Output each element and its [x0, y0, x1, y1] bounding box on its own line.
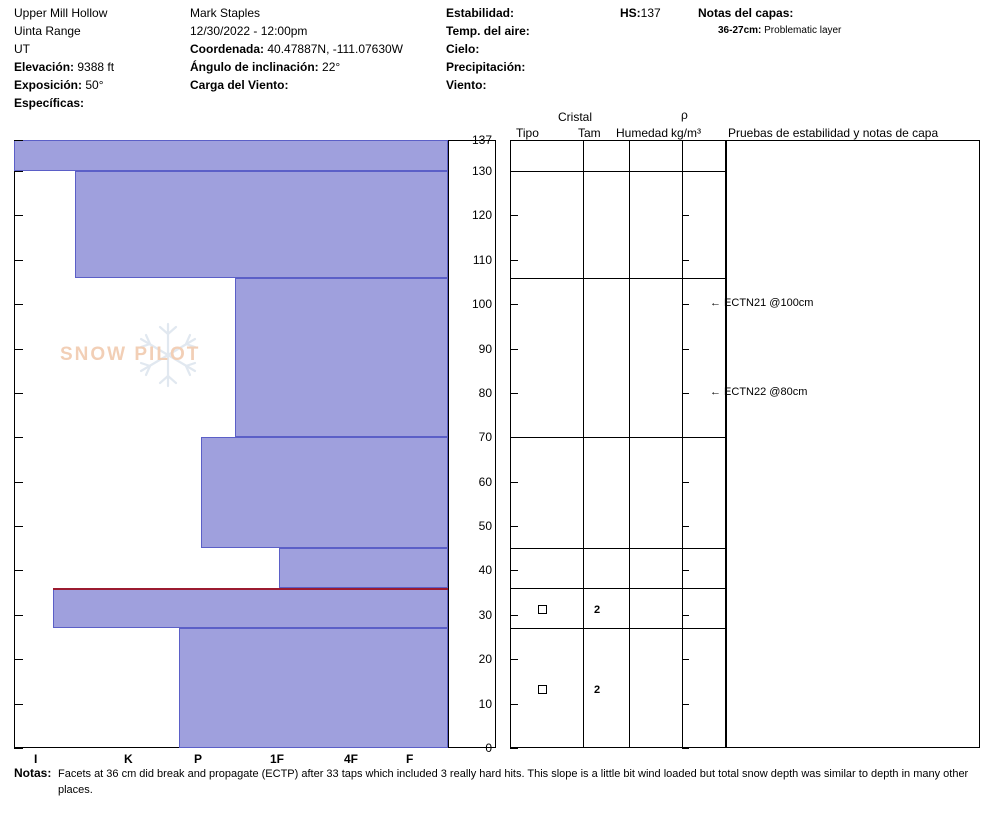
depth-tick-crystal — [510, 482, 518, 483]
depth-tick-label: 30 — [478, 607, 492, 622]
depth-tick-density — [682, 260, 689, 261]
depth-tick-density — [682, 140, 689, 141]
depth-tick-crystal — [510, 704, 518, 705]
depth-tick-label: 137 — [471, 133, 492, 147]
header-col-layer-notes — [698, 4, 988, 40]
layer-bar — [179, 628, 448, 748]
layer-bar — [279, 548, 448, 588]
depth-tick-label: 130 — [471, 164, 492, 179]
depth-tick-crystal — [510, 437, 518, 438]
depth-tick-crystal — [510, 304, 518, 305]
depth-tick-density — [682, 526, 689, 527]
density-symbol-header: ρ — [681, 108, 688, 122]
depth-tick-density — [682, 704, 689, 705]
weak-layer-line — [53, 588, 448, 590]
snowpilot-watermark — [50, 318, 230, 392]
location-name: Upper Mill Hollow — [14, 6, 108, 20]
layer-notes-label: Notas del capas: — [698, 6, 794, 20]
depth-tick-label: 110 — [472, 252, 492, 267]
depth-tick-label: 120 — [471, 208, 492, 223]
header-col-location — [14, 4, 184, 112]
depth-tick-label: 60 — [478, 474, 492, 489]
observer-name: Mark Staples — [190, 6, 261, 20]
hardness-scale-label: F — [406, 752, 414, 766]
depth-tick — [14, 304, 23, 305]
hs-label: HS: — [620, 6, 641, 20]
depth-tick — [14, 615, 23, 616]
depth-tick — [14, 526, 23, 527]
depth-tick-label: 40 — [478, 563, 492, 578]
aspect-value: 50° — [85, 78, 104, 92]
depth-tick-label: 80 — [478, 385, 492, 400]
crystal-size-value: 2 — [594, 604, 601, 617]
crystal-type-symbol — [538, 685, 547, 694]
density-units-header: kg/m³ — [671, 126, 701, 140]
mountain-range: Uinta Range — [14, 24, 81, 38]
wind-label: Viento: — [446, 78, 487, 92]
depth-tick-crystal — [510, 659, 518, 660]
depth-tick-label: 10 — [478, 696, 492, 711]
depth-tick-crystal — [510, 260, 518, 261]
depth-tick — [14, 260, 23, 261]
layer-boundary — [510, 588, 726, 589]
depth-tick-density — [682, 659, 689, 660]
coordinates-value: 40.47887N, -111.07630W — [267, 42, 404, 56]
hs-value: 137 — [640, 6, 661, 20]
hardness-scale-label: I — [34, 752, 38, 766]
depth-tick-density — [682, 215, 689, 216]
depth-tick — [14, 659, 23, 660]
layer-bar — [14, 140, 448, 171]
depth-tick — [14, 171, 23, 172]
stability-test-label: ← ECTN21 @100cm — [710, 297, 814, 310]
crystal-col-divider-2 — [629, 141, 630, 747]
depth-tick-crystal — [510, 393, 518, 394]
header-col-conditions — [446, 4, 626, 94]
layer-bar — [53, 588, 448, 628]
crystal-type-symbol — [538, 605, 547, 614]
notes-text: Facets at 36 cm did break and propagate (ECTP) after 33 taps which included 3 really hard hits. This slope is a little bit wind loaded but total snow depth was similar to depth in many other places. — [58, 768, 969, 796]
depth-tick-crystal — [510, 171, 518, 172]
density-column — [682, 140, 726, 748]
depth-tick — [14, 570, 23, 571]
depth-tick — [14, 704, 23, 705]
airtemp-label: Temp. del aire: — [446, 24, 530, 38]
depth-tick-density — [682, 482, 689, 483]
depth-tick — [14, 140, 23, 141]
header-col-observer — [190, 4, 440, 94]
watermark-text: SNOW PILOT — [60, 344, 201, 365]
crystal-group-header: Cristal — [558, 110, 593, 124]
depth-tick-density — [682, 437, 689, 438]
depth-tick-label: 20 — [478, 652, 492, 667]
layer-bar — [235, 278, 448, 438]
depth-tick-density — [682, 304, 689, 305]
depth-tick-density — [682, 393, 689, 394]
moisture-header: Humedad — [616, 126, 669, 140]
notes-label: Notas: — [14, 766, 52, 780]
layer-note-depth: 36-27cm: — [718, 25, 762, 36]
hardness-scale-label: 1F — [270, 752, 285, 766]
observation-datetime: 12/30/2022 - 12:00pm — [190, 24, 308, 38]
depth-tick-crystal — [510, 615, 518, 616]
type-header: Tipo — [516, 126, 539, 140]
coordinates-label: Coordenada: — [190, 42, 265, 56]
layer-bar — [201, 437, 448, 548]
aspect-label: Exposición: — [14, 78, 83, 92]
depth-tick-density — [682, 748, 689, 749]
depth-tick-crystal — [510, 215, 518, 216]
incline-value: 22° — [322, 60, 341, 74]
depth-tick-density — [682, 615, 689, 616]
stability-header: Pruebas de estabilidad y notas de capa — [728, 126, 939, 140]
specifics-label: Específicas: — [14, 96, 85, 110]
depth-tick-label: 100 — [471, 297, 492, 312]
depth-tick-label: 0 — [485, 741, 492, 755]
hardness-scale-label: 4F — [344, 752, 359, 766]
crystal-size-value: 2 — [594, 684, 601, 697]
hardness-scale-label: P — [194, 752, 203, 766]
depth-tick — [14, 437, 23, 438]
depth-tick-density — [682, 349, 689, 350]
stability-column — [726, 140, 980, 748]
depth-tick-crystal — [510, 526, 518, 527]
pit-header — [0, 0, 994, 110]
depth-tick-label: 70 — [478, 430, 492, 445]
crystal-col-divider-1 — [583, 141, 584, 747]
sky-label: Cielo: — [446, 42, 480, 56]
layer-bar — [75, 171, 448, 278]
layer-boundary — [510, 278, 726, 279]
layer-boundary — [510, 548, 726, 549]
state: UT — [14, 42, 30, 56]
depth-tick — [14, 748, 23, 749]
depth-tick-crystal — [510, 748, 518, 749]
depth-tick-crystal — [510, 349, 518, 350]
incline-label: Ángulo de inclinación: — [190, 60, 319, 74]
layer-note-text: Problematic layer — [764, 25, 842, 36]
layer-boundary — [510, 437, 726, 438]
stability-label: Estabilidad: — [446, 6, 515, 20]
hardness-scale-label: K — [124, 752, 133, 766]
windload-label: Carga del Viento: — [190, 78, 289, 92]
depth-tick — [14, 393, 23, 394]
depth-tick — [14, 215, 23, 216]
depth-tick-label: 50 — [478, 519, 492, 534]
depth-tick-crystal — [510, 140, 518, 141]
header-col-hs — [620, 4, 700, 22]
elevation-value: 9388 ft — [77, 60, 115, 74]
layer-boundary — [510, 628, 726, 629]
elevation-label: Elevación: — [14, 60, 75, 74]
depth-tick-crystal — [510, 570, 518, 571]
stability-test-label: ← ECTN22 @80cm — [710, 385, 808, 398]
depth-tick-label: 90 — [478, 341, 492, 356]
precip-label: Precipitación: — [446, 60, 526, 74]
size-header: Tam — [578, 126, 601, 140]
layer-boundary — [510, 171, 726, 172]
depth-tick-density — [682, 171, 689, 172]
depth-tick — [14, 482, 23, 483]
depth-tick-density — [682, 570, 689, 571]
depth-tick — [14, 349, 23, 350]
